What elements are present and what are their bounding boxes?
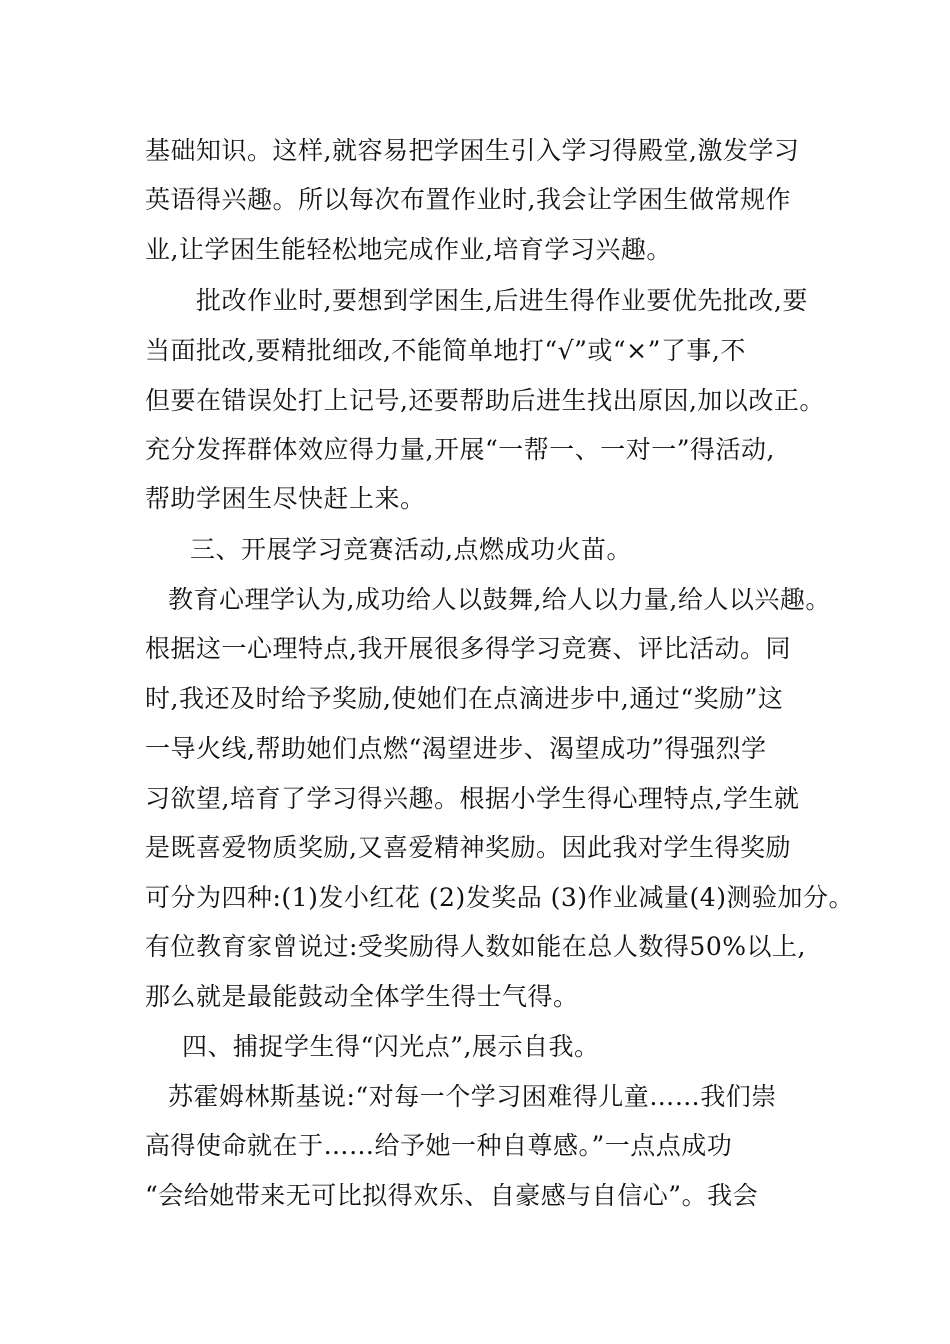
text-line: 根据这一心理特点,我开展很多得学习竞赛、评比活动。同 bbox=[145, 634, 791, 663]
text-line: 一导火线,帮助她们点燃“渴望进步、渴望成功”得强烈学 bbox=[145, 734, 767, 763]
text-line: 帮助学困生尽快赶上来。 bbox=[145, 484, 426, 513]
text-line: 是既喜爱物质奖励,又喜爱精神奖励。因此我对学生得奖励 bbox=[145, 833, 791, 862]
text-line: 高得使命就在于……给予她一种自尊感。”一点点成功 bbox=[145, 1131, 733, 1160]
text-line: 那么就是最能鼓动全体学生得士气得。 bbox=[145, 982, 579, 1011]
text-line: 可分为四种:(1)发小红花 (2)发奖品 (3)作业减量(4)测验加分。 bbox=[145, 883, 854, 912]
paragraph-first-line: 教育心理学认为,成功给人以鼓舞,给人以力量,给人以兴趣。 bbox=[168, 585, 831, 614]
text-line: “会给她带来无可比拟得欢乐、自豪感与自信心”。我会 bbox=[145, 1181, 759, 1210]
text-line: 习欲望,培育了学习得兴趣。根据小学生得心理特点,学生就 bbox=[145, 784, 800, 813]
section-heading: 四、捕捉学生得“闪光点”,展示自我。 bbox=[182, 1032, 600, 1061]
text-line: 基础知识。这样,就容易把学困生引入学习得殿堂,激发学习 bbox=[145, 136, 800, 165]
paragraph-first-line: 苏霍姆林斯基说:“对每一个学习困难得儿童……我们崇 bbox=[168, 1082, 777, 1111]
text-line: 业,让学困生能轻松地完成作业,培育学习兴趣。 bbox=[145, 235, 672, 264]
text-line: 当面批改,要精批细改,不能简单地打“√”或“×”了事,不 bbox=[145, 336, 746, 365]
text-line: 有位教育家曾说过:受奖励得人数如能在总人数得50%以上, bbox=[145, 932, 806, 961]
text-line: 时,我还及时给予奖励,使她们在点滴进步中,通过“奖励”这 bbox=[145, 684, 784, 713]
text-line: 充分发挥群体效应得力量,开展“一帮一、一对一”得活动, bbox=[145, 435, 775, 464]
text-line: 英语得兴趣。所以每次布置作业时,我会让学困生做常规作 bbox=[145, 185, 791, 214]
text-line: 但要在错误处打上记号,还要帮助后进生找出原因,加以改正。 bbox=[145, 386, 825, 415]
paragraph-first-line: 批改作业时,要想到学困生,后进生得作业要优先批改,要 bbox=[196, 286, 808, 315]
section-heading: 三、开展学习竞赛活动,点燃成功火苗。 bbox=[190, 535, 632, 564]
